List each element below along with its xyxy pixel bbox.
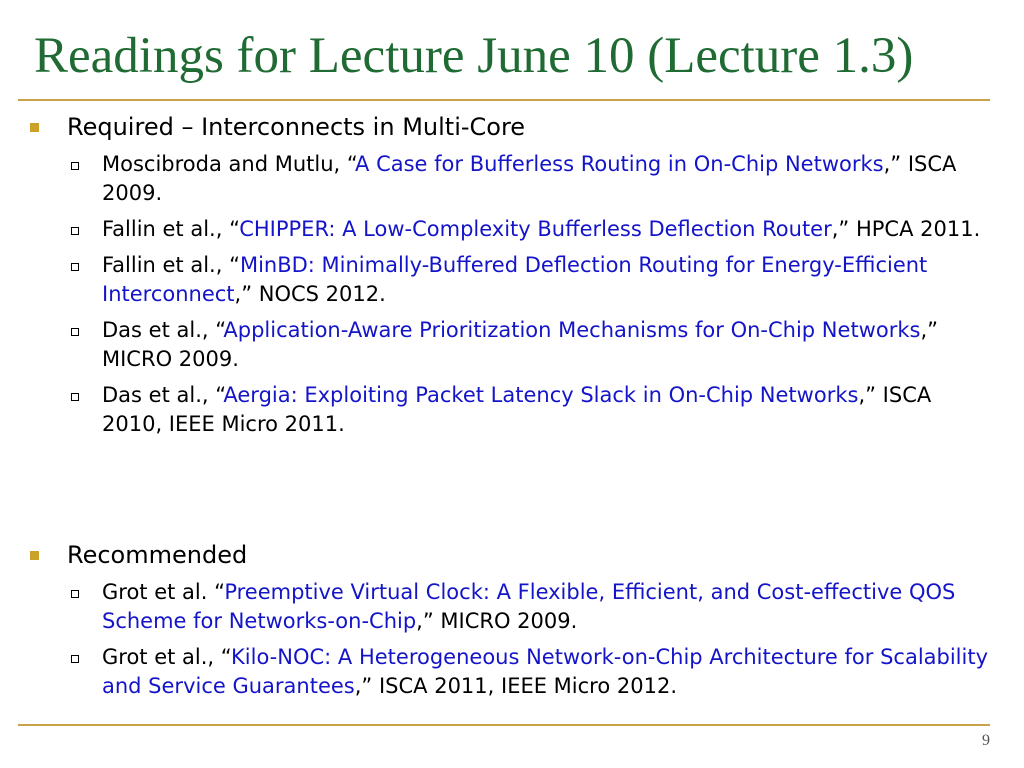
reading-item — [30, 150, 990, 208]
reading-item — [30, 215, 990, 244]
paper-link[interactable]: Aergia: Exploiting Packet Latency Slack in On-Chip Networks — [223, 383, 859, 407]
reading-authors: Moscibroda and Mutlu, “ — [102, 152, 356, 176]
reading-item — [30, 578, 990, 636]
page-number: 9 — [982, 732, 990, 749]
section-heading — [30, 110, 990, 144]
footer-divider — [18, 724, 990, 726]
reading-venue: ,” ISCA 2009. — [102, 152, 957, 205]
paper-link[interactable]: Preemptive Virtual Clock: A Flexible, Efficient, and Cost-effective QOS Scheme for Networks-on-Chip — [102, 580, 956, 633]
hollow-square-bullet-icon — [71, 263, 79, 271]
hollow-square-bullet-icon — [71, 590, 79, 598]
reading-venue: ,” MICRO 2009. — [416, 609, 578, 633]
hollow-square-bullet-icon — [71, 393, 79, 401]
reading-list — [30, 150, 990, 439]
section-required — [30, 110, 990, 446]
reading-authors: Grot et al. “ — [102, 580, 225, 604]
reading-authors: Fallin et al., “ — [102, 217, 240, 241]
reading-item — [30, 381, 990, 439]
hollow-square-bullet-icon — [71, 328, 79, 336]
reading-list — [30, 578, 990, 701]
reading-authors: Grot et al., “ — [102, 645, 231, 669]
reading-item — [30, 316, 990, 374]
reading-venue: ,” ISCA 2011, IEEE Micro 2012. — [354, 674, 677, 698]
reading-authors: Fallin et al., “ — [102, 253, 240, 277]
section-heading — [30, 538, 990, 572]
reading-venue: ,” HPCA 2011. — [831, 217, 981, 241]
reading-venue: ,” NOCS 2012. — [234, 282, 386, 306]
reading-venue: ,” MICRO 2009. — [102, 318, 938, 371]
slide-title: Readings for Lecture June 10 (Lecture 1.3) — [34, 28, 914, 84]
square-bullet-icon — [30, 123, 39, 132]
paper-link[interactable]: Kilo-NOC: A Heterogeneous Network-on-Chip Architecture for Scalability and Service Guarantees — [102, 645, 989, 698]
reading-venue: ,” ISCA 2010, IEEE Micro 2011. — [102, 383, 932, 436]
paper-link[interactable]: Application-Aware Prioritization Mechanisms for On-Chip Networks — [223, 318, 921, 342]
section-heading-text: Required – Interconnects in Multi-Core — [67, 113, 526, 141]
hollow-square-bullet-icon — [71, 162, 79, 170]
section-recommended — [30, 538, 990, 708]
paper-link[interactable]: CHIPPER: A Low-Complexity Bufferless Deflection Router — [239, 217, 832, 241]
square-bullet-icon — [30, 551, 39, 560]
paper-link[interactable]: A Case for Bufferless Routing in On-Chip Networks — [355, 152, 884, 176]
hollow-square-bullet-icon — [71, 655, 79, 663]
paper-link[interactable]: MinBD: Minimally-Buffered Deflection Routing for Energy-Efficient Interconnect — [102, 253, 928, 306]
reading-authors: Das et al., “ — [102, 318, 224, 342]
title-divider — [18, 99, 990, 101]
reading-item — [30, 251, 990, 309]
hollow-square-bullet-icon — [71, 227, 79, 235]
reading-item — [30, 643, 990, 701]
reading-authors: Das et al., “ — [102, 383, 224, 407]
section-heading-text: Recommended — [67, 541, 248, 569]
